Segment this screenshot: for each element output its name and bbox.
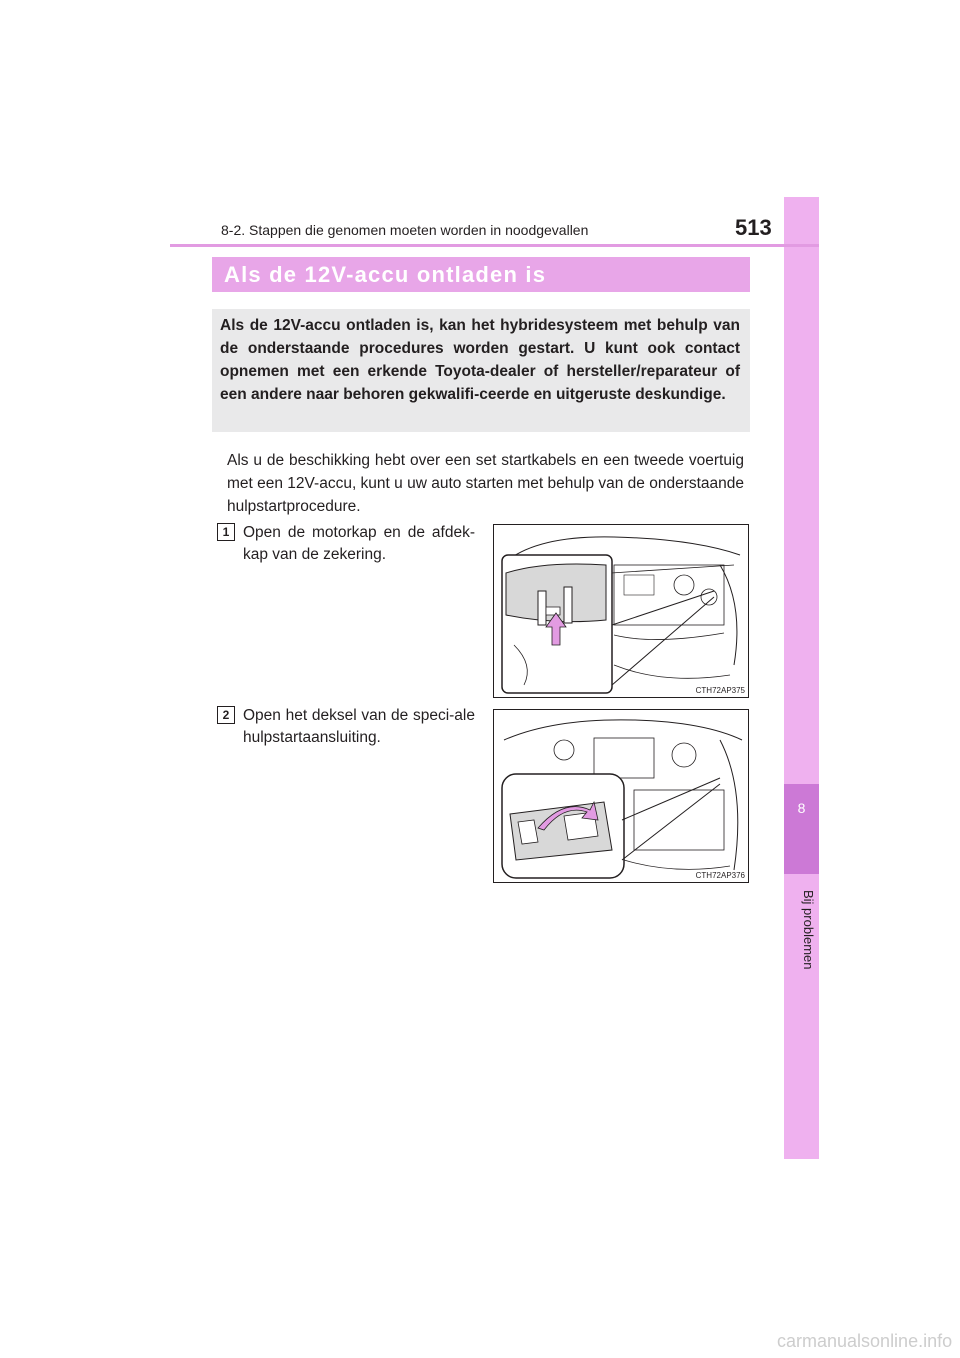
step-2-illustration <box>493 709 749 883</box>
engine-bay-fuse-cover-drawing <box>494 525 748 697</box>
step-number-1: 1 <box>217 523 235 541</box>
chapter-side-tab <box>784 197 819 1159</box>
body-paragraph: Als u de beschikking hebt over een set startkabels en een tweede voertuig met een 12V-accu, kunt u uw auto starten met behulp van de onderstaande hulpstartprocedure. <box>227 452 745 515</box>
chapter-number-tab <box>784 784 819 874</box>
intro-text: Als de 12V-accu ontladen is, kan het hybridesysteem met behulp van de onderstaande procedures worden gestart. U kunt ook contact opnemen met een erkende Toyota-dealer of hersteller/reparateur of een andere naar behoren gekwalifi-ceerde en uitgeruste deskundige. <box>220 317 740 403</box>
section-title: Als de 12V-accu ontladen is <box>224 262 547 287</box>
step-number-2: 2 <box>217 706 235 724</box>
step-text-2: Open het deksel van de speci-ale hulpstartaansluiting. <box>243 707 475 746</box>
illustration-code-1: CTH72AP375 <box>695 686 745 695</box>
page-number: 513 <box>735 215 772 240</box>
engine-bay-jump-terminal-drawing <box>494 710 748 882</box>
header-section-title: 8-2. Stappen die genomen moeten worden in noodgevallen <box>221 222 589 238</box>
watermark-logo: carmanualsonline.info <box>777 1331 953 1351</box>
step-1-illustration <box>493 524 749 698</box>
intro-box <box>212 309 750 432</box>
chapter-number: 8 <box>797 800 806 816</box>
section-title-bar <box>212 257 750 292</box>
header-divider <box>170 244 819 247</box>
illustration-code-2: CTH72AP376 <box>695 871 745 880</box>
step-text-1: Open de motorkap en de afdek-kap van de zekering. <box>243 524 475 563</box>
chapter-label: Bij problemen <box>801 890 816 970</box>
